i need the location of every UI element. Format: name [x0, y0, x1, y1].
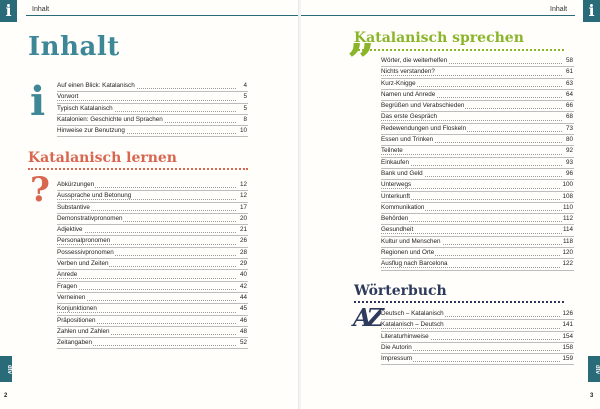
toc-entry-page: 61 — [565, 67, 574, 77]
toc-entry-page: 45 — [239, 304, 248, 314]
toc-entry[interactable] — [381, 309, 574, 320]
page-number-right: 3 — [590, 393, 594, 399]
leader-dots — [57, 100, 236, 101]
toc-entry-page: 120 — [561, 248, 574, 258]
toc-entry-page: 141 — [561, 320, 574, 330]
toc-entry-label: Begrüßen und Verabschieden — [381, 102, 465, 110]
toc-entry[interactable] — [57, 270, 248, 281]
toc-entry[interactable] — [381, 192, 574, 203]
toc-entry-page: 64 — [565, 90, 574, 100]
page-number-left: 2 — [4, 393, 8, 399]
leader-dots — [57, 289, 236, 290]
info-tab-icon: i — [0, 0, 17, 22]
page-title: Inhalt — [28, 32, 120, 62]
toc-entry-label: Literaturhinweise — [381, 332, 429, 340]
toc-entry[interactable] — [381, 237, 574, 248]
toc-entry-label: Auf einen Blick: Katalanisch — [57, 82, 135, 89]
toc-entry[interactable] — [381, 56, 574, 67]
side-brand-tab: dtv — [0, 356, 12, 382]
running-header-left: Inhalt — [32, 6, 50, 13]
toc-entry[interactable] — [381, 180, 574, 191]
toc-entry-label: Unterwegs — [381, 181, 412, 189]
toc-entry-page: 17 — [239, 203, 248, 213]
intro-toc-list — [57, 81, 248, 137]
toc-entry[interactable] — [381, 158, 574, 169]
toc-entry[interactable] — [381, 124, 574, 135]
toc-entry[interactable] — [57, 115, 248, 126]
toc-entry-page: 40 — [239, 270, 248, 280]
toc-entry-label: Kommunikation — [381, 203, 425, 211]
right-page — [301, 0, 600, 409]
section-title-lernen: Katalanisch lernen — [28, 150, 177, 166]
toc-entry-label: Wörter, die weiterhelfen — [381, 57, 448, 64]
toc-entry-label: Das erste Gespräch — [381, 113, 437, 121]
toc-entry-label: Verneinen — [57, 293, 86, 301]
toc-entry-page: 12 — [239, 180, 248, 190]
toc-entry-label: Impressum — [381, 355, 413, 363]
toc-entry-label: Behörden — [381, 215, 409, 223]
sprechen-toc-list — [381, 56, 574, 271]
toc-entry-label: Deutsch – Katalanisch — [381, 310, 444, 317]
toc-entry[interactable] — [381, 203, 574, 214]
quote-marks-icon: ” — [347, 34, 375, 90]
toc-entry[interactable] — [381, 320, 574, 331]
toc-entry-label: Typisch Katalanisch — [57, 104, 113, 112]
toc-entry-page: 112 — [562, 214, 574, 224]
toc-entry-page: 12 — [239, 191, 248, 201]
section-rule-sprechen — [354, 49, 564, 51]
toc-entry-label: Hinweise zur Benutzung — [57, 127, 125, 135]
toc-entry-page: 42 — [239, 282, 248, 292]
toc-entry-label: Katalonien: Geschichte und Sprachen — [57, 115, 163, 123]
toc-entry[interactable] — [57, 180, 248, 191]
info-tab-icon: i — [583, 0, 600, 22]
toc-entry[interactable] — [381, 112, 574, 123]
toc-entry[interactable] — [57, 282, 248, 293]
toc-entry-page: 100 — [561, 180, 574, 190]
toc-entry-page: 93 — [565, 158, 574, 168]
leader-dots — [57, 278, 236, 279]
az-dictionary-icon: AZ — [353, 303, 380, 332]
toc-entry[interactable] — [57, 104, 248, 115]
toc-entry-page: 44 — [239, 293, 248, 303]
toc-entry-label: Abkürzungen — [57, 181, 95, 188]
toc-entry-page: 28 — [239, 248, 248, 258]
toc-entry-label: Adjektive — [57, 226, 83, 234]
toc-entry-label: Zeitangaben — [57, 339, 93, 347]
lernen-toc-list — [57, 180, 248, 349]
toc-entry-label: Unterkunft — [381, 192, 411, 200]
toc-entry-label: Zahlen und Zahlen — [57, 327, 110, 335]
toc-entry-label: Regionen und Orte — [381, 249, 435, 257]
toc-entry-page: 52 — [239, 338, 248, 348]
toc-entry-label: Konjunktionen — [57, 305, 97, 313]
toc-entry[interactable] — [381, 225, 574, 236]
toc-entry-page: 154 — [561, 332, 574, 342]
toc-entry-label: Vorwort — [57, 93, 79, 101]
toc-entry-label: Teilnete — [381, 147, 403, 155]
toc-entry-page: 96 — [565, 169, 574, 179]
header-rule — [26, 15, 299, 16]
toc-entry-label: Aussprache und Betonung — [57, 192, 132, 200]
section-rule-lernen — [28, 168, 248, 170]
header-rule — [301, 15, 575, 16]
toc-entry-label: Kurz-Knigge — [381, 79, 416, 87]
toc-entry-page: 10 — [239, 126, 248, 136]
toc-entry-page: 5 — [242, 104, 248, 114]
toc-entry-page: 46 — [239, 316, 248, 326]
toc-entry[interactable] — [381, 354, 574, 365]
toc-entry-page: 48 — [239, 327, 248, 337]
toc-entry-page: 5 — [242, 92, 248, 102]
toc-entry[interactable] — [381, 135, 574, 146]
toc-entry-label: Die Autorin — [381, 343, 412, 351]
toc-entry[interactable] — [381, 259, 574, 270]
question-mark-icon: ? — [30, 170, 50, 210]
toc-entry-page: 29 — [239, 259, 248, 269]
toc-entry[interactable] — [57, 126, 248, 137]
woerterbuch-toc-list — [381, 309, 574, 365]
section-title-sprechen: Katalanisch sprechen — [354, 30, 524, 46]
toc-entry[interactable] — [57, 259, 248, 270]
toc-entry-page: 58 — [565, 56, 574, 66]
toc-entry[interactable] — [57, 81, 248, 92]
toc-entry-label: Nichts verstanden? — [381, 68, 435, 76]
toc-entry[interactable] — [381, 343, 574, 354]
toc-entry-label: Substantive — [57, 203, 90, 211]
toc-entry[interactable] — [57, 203, 248, 214]
toc-entry[interactable] — [57, 225, 248, 236]
section-rule-woerterbuch — [354, 301, 564, 303]
toc-entry-page: 8 — [242, 115, 248, 125]
toc-entry[interactable] — [381, 101, 574, 112]
toc-entry[interactable] — [381, 67, 574, 78]
toc-entry[interactable] — [381, 90, 574, 101]
toc-entry[interactable] — [381, 332, 574, 343]
toc-entry[interactable] — [57, 293, 248, 304]
toc-entry-page: 4 — [242, 81, 248, 91]
toc-entry-label: Präpositionen — [57, 316, 96, 324]
toc-entry[interactable] — [381, 169, 574, 180]
toc-entry[interactable] — [57, 316, 248, 327]
toc-entry-label: Demonstrativpronomen — [57, 214, 123, 222]
side-brand-tab: dtv — [588, 356, 600, 382]
toc-entry-page: 26 — [239, 236, 248, 246]
running-header-right: Inhalt — [550, 6, 568, 13]
toc-entry[interactable] — [57, 214, 248, 225]
toc-entry-page: 21 — [239, 225, 248, 235]
toc-entry[interactable] — [57, 338, 248, 349]
toc-entry-label: Verben und Zeiten — [57, 260, 109, 268]
toc-entry-label: Namen und Anrede — [381, 90, 436, 98]
toc-entry-page: 63 — [565, 79, 574, 89]
toc-entry-page: 118 — [562, 237, 574, 247]
toc-entry-page: 68 — [565, 112, 574, 122]
toc-entry-label: Bank und Geld — [381, 169, 423, 177]
toc-entry[interactable] — [57, 92, 248, 103]
toc-entry-page: 122 — [561, 259, 574, 269]
toc-entry-page: 126 — [561, 309, 574, 319]
toc-entry-page: 73 — [565, 124, 574, 134]
toc-entry[interactable] — [381, 248, 574, 259]
section-title-woerterbuch: Wörterbuch — [354, 283, 447, 299]
toc-entry-label: Essen und Trinken — [381, 136, 434, 144]
toc-entry[interactable] — [381, 79, 574, 90]
toc-entry-page: 159 — [561, 354, 574, 364]
toc-entry-page: 20 — [239, 214, 248, 224]
toc-entry-label: Possessivpronomen — [57, 248, 114, 256]
toc-entry-label: Gesundheit — [381, 226, 414, 234]
toc-entry[interactable] — [381, 146, 574, 157]
toc-entry-page: 92 — [565, 146, 574, 156]
toc-entry-label: Redewendungen und Floskeln — [381, 124, 467, 132]
toc-entry[interactable] — [57, 236, 248, 247]
info-i-icon: i — [30, 78, 46, 125]
toc-entry-label: Personalpronomen — [57, 237, 111, 245]
toc-entry[interactable] — [57, 191, 248, 202]
toc-entry-page: 110 — [562, 203, 574, 213]
toc-entry-label: Fragen — [57, 282, 77, 290]
toc-entry-label: Kultur und Menschen — [381, 237, 441, 245]
toc-entry-page: 80 — [565, 135, 574, 145]
toc-entry-label: Anrede — [57, 271, 78, 279]
toc-entry-page: 158 — [561, 343, 574, 353]
toc-entry[interactable] — [381, 214, 574, 225]
leader-dots — [381, 154, 562, 155]
toc-entry-page: 66 — [565, 101, 574, 111]
toc-entry-label: Katalanisch – Deutsch — [381, 321, 444, 329]
toc-entry-label: Einkaufen — [381, 158, 410, 166]
toc-entry[interactable] — [57, 327, 248, 338]
toc-entry-page: 108 — [561, 192, 574, 202]
toc-entry-page: 114 — [562, 225, 574, 235]
toc-entry[interactable] — [57, 248, 248, 259]
left-page — [0, 0, 299, 409]
toc-entry[interactable] — [57, 304, 248, 315]
toc-entry-label: Ausflug nach Barcelona — [381, 260, 448, 268]
